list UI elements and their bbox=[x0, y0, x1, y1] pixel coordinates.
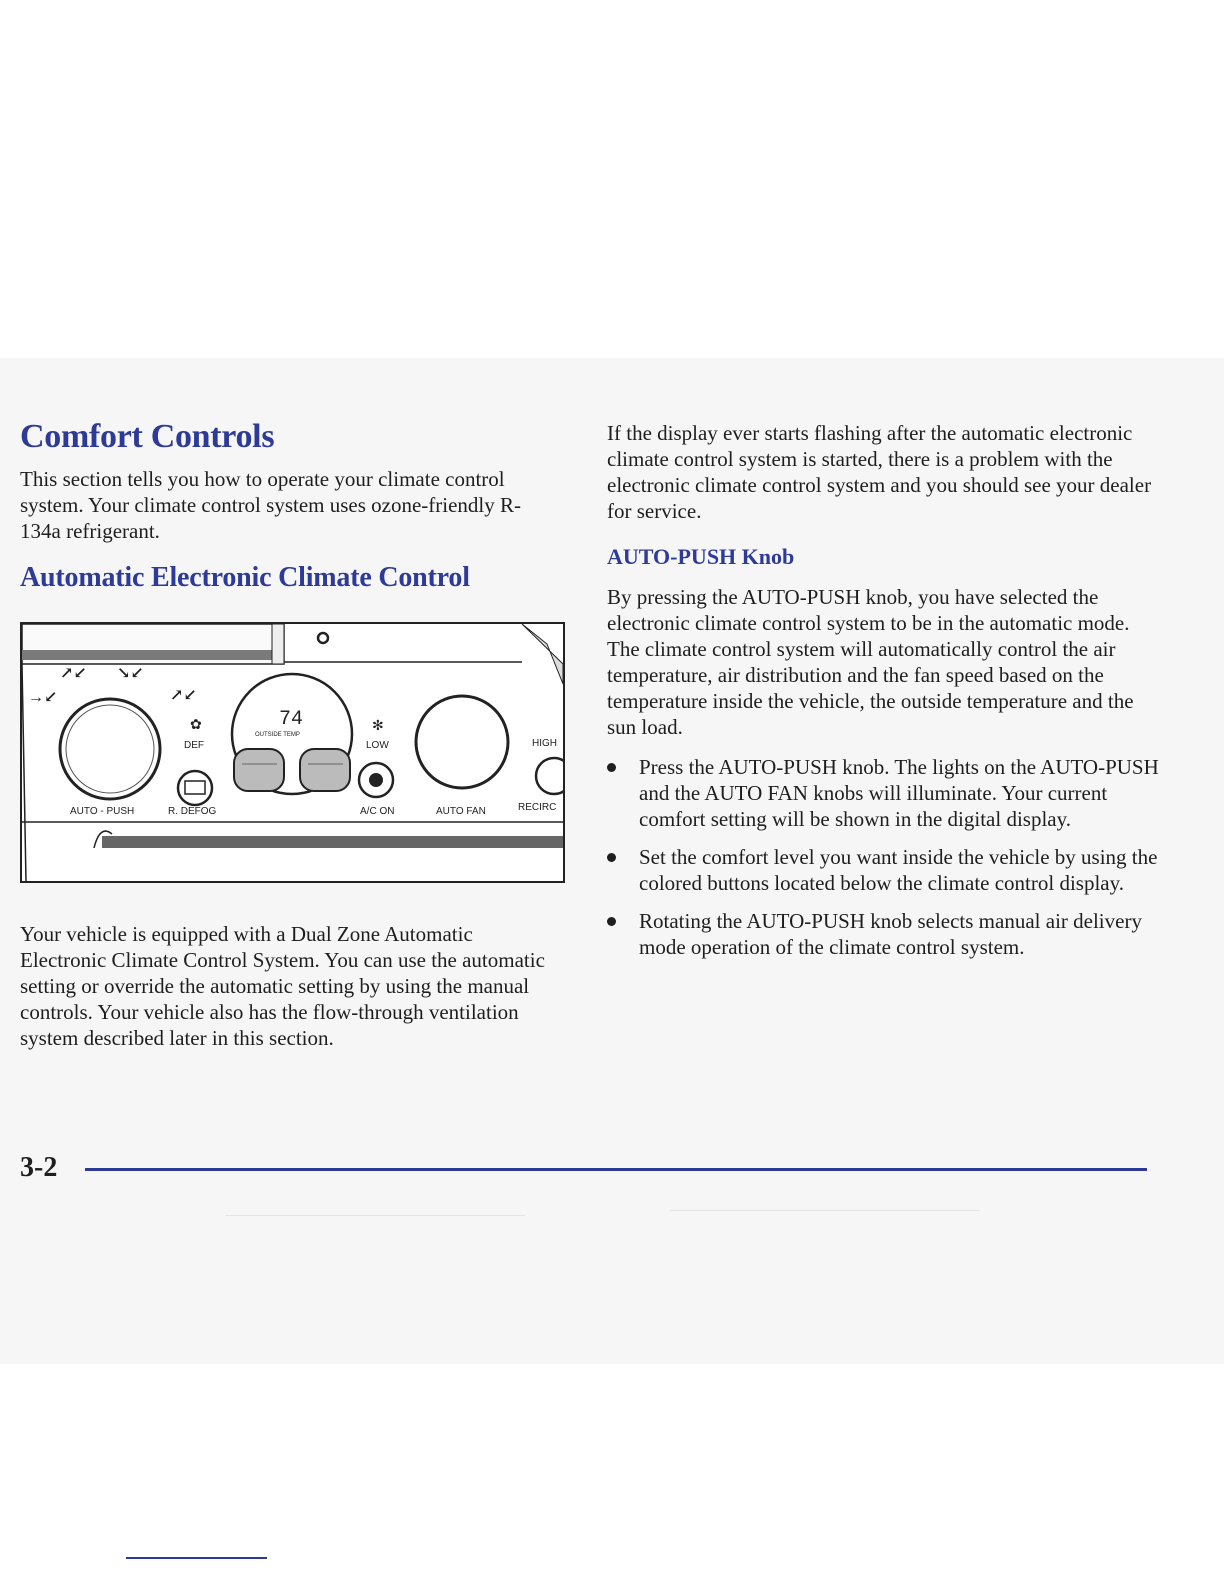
auto-fan-label: AUTO FAN bbox=[436, 806, 486, 817]
auto-push-label: AUTO - PUSH bbox=[70, 806, 135, 817]
lower-trim-bar bbox=[102, 836, 563, 848]
high-label: HIGH bbox=[532, 738, 557, 749]
bullet-item bbox=[607, 754, 1167, 832]
bullet-dot-icon bbox=[607, 853, 616, 862]
auto-push-knob bbox=[60, 699, 160, 799]
recirc-label: RECIRC bbox=[518, 802, 557, 813]
floor-mode-icon: →↙ bbox=[28, 689, 58, 706]
faint-rule-left bbox=[225, 1215, 525, 1216]
intro-paragraph: This section tells you how to operate your climate control system. Your climate control system uses ozone-friendly R-134a refrigerant. bbox=[20, 467, 522, 543]
rear-defog-button bbox=[178, 771, 212, 805]
auto-push-bullets bbox=[607, 754, 1167, 960]
faint-rule-right bbox=[670, 1210, 980, 1211]
auto-push-paragraph: By pressing the AUTO-PUSH knob, you have selected the electronic climate control system to be in the automatic mode. The climate control system will automatically control the air temperature, air distribution and the fan speed based on the temperature inside the vehicle, the outside temperature and the sun load. bbox=[607, 585, 1134, 739]
rear-defog-label: R. DEFOG bbox=[168, 806, 217, 817]
panel-left-edge bbox=[22, 664, 26, 881]
def-label: DEF bbox=[184, 740, 204, 751]
right-column bbox=[607, 420, 1167, 972]
temp-button-left bbox=[234, 749, 284, 791]
bullet-item bbox=[607, 908, 1167, 960]
climate-panel-drawing bbox=[22, 624, 563, 881]
temp-button-right bbox=[300, 749, 350, 791]
dash-screw bbox=[318, 633, 328, 643]
page-title: Comfort Controls bbox=[20, 418, 275, 455]
dual-zone-paragraph: Your vehicle is equipped with a Dual Zone Automatic Electronic Climate Control System. You can use the automatic setting or override the automatic setting by using the manual controls. Your vehicle also has the flow-through ventilation system described later in this section. bbox=[20, 922, 545, 1050]
fan-icon: ✻ bbox=[372, 719, 384, 734]
bullet-text: Set the comfort level you want inside the vehicle by using the colored buttons located below the climate control display. bbox=[639, 845, 1158, 895]
auto-push-heading: AUTO-PUSH Knob bbox=[607, 544, 795, 569]
display-reading: 74 bbox=[279, 708, 304, 731]
vent-mode-icon: ↗↙ bbox=[60, 665, 87, 682]
dash-texture bbox=[22, 650, 284, 660]
bullet-text: Press the AUTO-PUSH knob. The lights on the AUTO-PUSH and the AUTO FAN knobs will illuminate. Your current comfort setting will be shown in the digital display. bbox=[639, 755, 1159, 831]
recirc-button bbox=[536, 758, 563, 794]
auto-fan-knob bbox=[416, 696, 508, 788]
footer-rule bbox=[85, 1168, 1147, 1171]
page-number: 3-2 bbox=[20, 1152, 58, 1183]
bullet-text: Rotating the AUTO-PUSH knob selects manual air delivery mode operation of the climate control system. bbox=[639, 909, 1142, 959]
defrost-mode-icon: ↗↙ bbox=[170, 687, 197, 704]
bullet-item bbox=[607, 844, 1167, 896]
climate-control-illustration bbox=[20, 622, 565, 883]
ac-icon bbox=[369, 773, 383, 787]
left-column bbox=[20, 418, 560, 1051]
dash-slot bbox=[272, 624, 284, 664]
display-flashing-paragraph: If the display ever starts flashing after the automatic electronic climate control system is started, there is a problem with the electronic climate control system and you should see your dealer for service. bbox=[607, 421, 1152, 523]
bottom-rule bbox=[126, 1557, 267, 1559]
low-label: LOW bbox=[366, 740, 389, 751]
display-label: OUTSIDE TEMP bbox=[255, 732, 300, 738]
section-subtitle: Automatic Electronic Climate Control bbox=[20, 562, 470, 593]
panel-bevel bbox=[522, 624, 563, 684]
bullet-dot-icon bbox=[607, 917, 616, 926]
bullet-dot-icon bbox=[607, 763, 616, 772]
defrost-icon: ✿ bbox=[190, 718, 202, 733]
vent-mode-icon-2: ↘↙ bbox=[117, 665, 144, 682]
ac-on-label: A/C ON bbox=[360, 806, 395, 817]
